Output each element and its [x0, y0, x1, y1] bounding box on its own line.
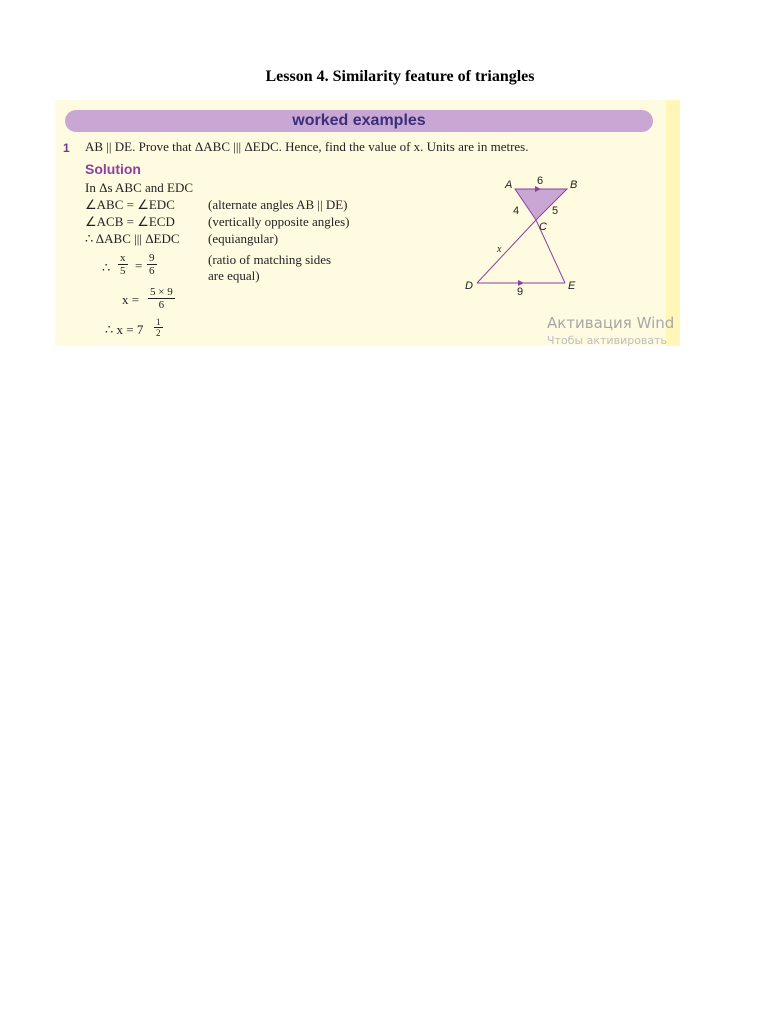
label-b: B: [570, 179, 578, 191]
page-edge-strip: [666, 100, 680, 346]
therefore-symbol: ∴: [102, 260, 111, 275]
solve-denominator: 6: [158, 299, 165, 311]
ratio-lhs-fraction: [118, 252, 128, 277]
answer-lhs: ∴ x = 7: [105, 322, 144, 337]
ratio-rhs-denominator: 6: [149, 265, 155, 277]
proof-line-4: ∴ ΔABC ||| ΔEDC: [85, 231, 180, 246]
proof-reason-2: (alternate angles AB || DE): [208, 197, 348, 212]
proof-line-2: ∠ABC = ∠EDC: [85, 197, 175, 212]
worked-example-figure: [55, 100, 680, 346]
triangle-abc: [515, 189, 567, 220]
ratio-rhs-numerator: 9: [149, 252, 155, 264]
ratio-reason-line-2: are equal): [208, 268, 260, 283]
answer-fraction: [154, 317, 163, 338]
label-de-length: 9: [517, 286, 524, 298]
answer-denominator: 2: [156, 328, 161, 338]
ratio-rhs-fraction: [147, 252, 157, 277]
similar-triangles-diagram: [455, 172, 595, 300]
label-a: A: [505, 179, 513, 191]
activation-watermark-sub: Чтобы активировать: [547, 334, 668, 346]
banner-title: worked examples: [292, 112, 426, 129]
ratio-equals: =: [135, 258, 143, 273]
question-number: 1: [63, 141, 70, 155]
answer-numerator: 1: [156, 317, 161, 327]
page-title: Lesson 4. Similarity feature of triangles: [265, 68, 535, 85]
ratio-reason-line-1: (ratio of matching sides: [208, 252, 332, 267]
proof-reason-3: (vertically opposite angles): [208, 214, 350, 229]
worked-examples-banner: [65, 110, 653, 132]
label-d: D: [465, 280, 473, 292]
activation-watermark: Активация Wind: [547, 314, 675, 332]
solve-numerator: 5 × 9: [150, 286, 173, 298]
label-dc-length: x: [497, 244, 502, 255]
ratio-lhs-numerator: x: [120, 252, 126, 264]
segment-cd: [477, 220, 536, 283]
proof-reason-4: (equiangular): [208, 231, 279, 246]
solve-lhs: x =: [122, 292, 140, 307]
label-ab-length: 6: [537, 175, 544, 187]
label-c: C: [539, 221, 547, 233]
ratio-lhs-denominator: 5: [120, 265, 126, 277]
label-e: E: [568, 280, 576, 292]
proof-line-3: ∠ACB = ∠ECD: [85, 214, 175, 229]
label-bc-length: 5: [552, 205, 559, 217]
question-text: AB || DE. Prove that ΔABC ||| ΔEDC. Hence, find the value of x. Units are in metres.: [85, 139, 529, 154]
solve-fraction: [148, 286, 175, 311]
solution-heading: Solution: [85, 161, 141, 177]
label-ac-length: 4: [513, 205, 520, 217]
proof-line-1: In Δs ABC and EDC: [85, 180, 194, 195]
